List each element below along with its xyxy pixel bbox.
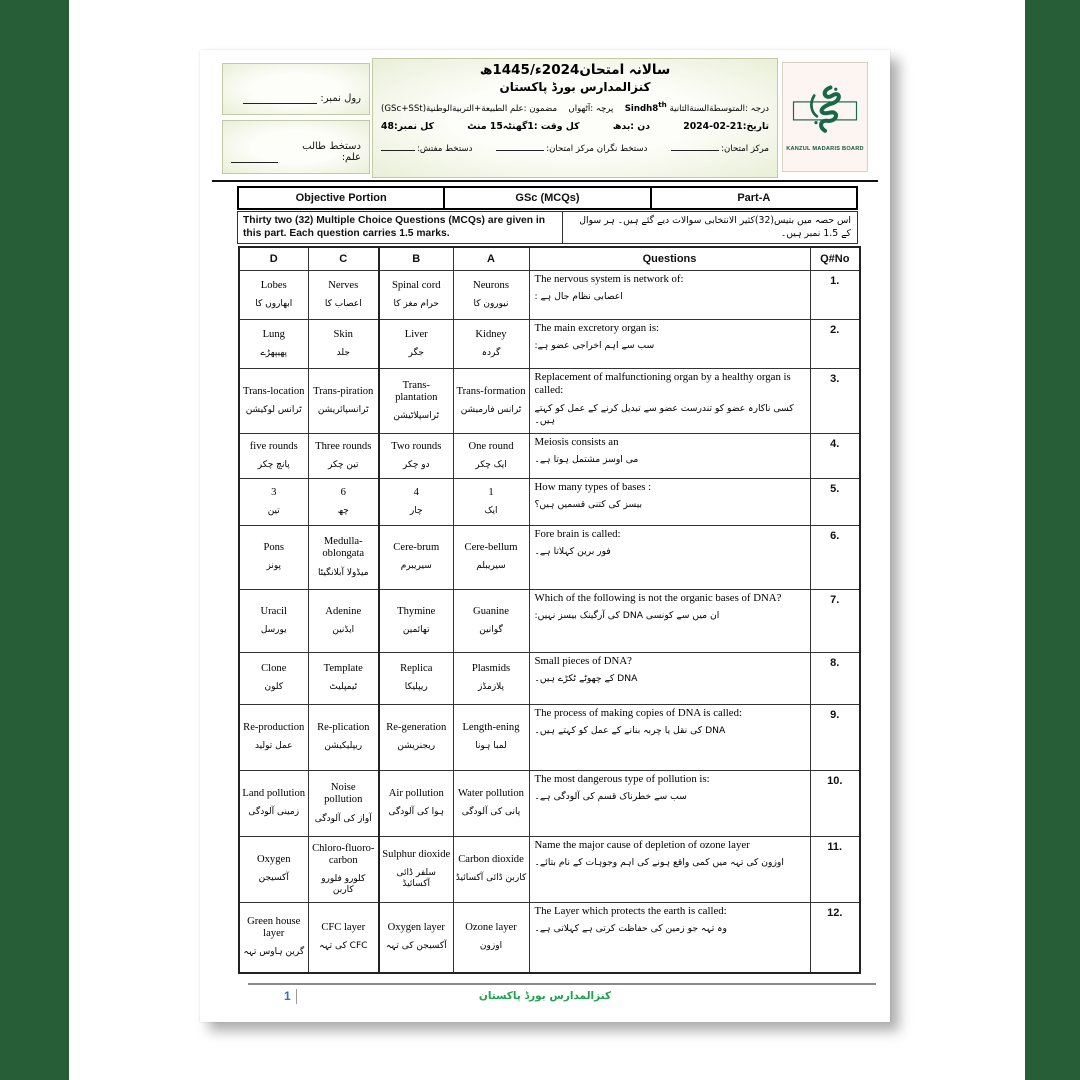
question-cell	[529, 771, 810, 837]
question-urdu: فور برین کہلاتا ہے۔	[534, 546, 611, 558]
option-urdu: لمبا ہونا	[475, 741, 507, 752]
option-b-cell	[379, 653, 453, 705]
option-urdu: چار	[409, 505, 423, 516]
question-number-cell: 6.	[810, 526, 860, 590]
option-english: Template	[323, 663, 363, 675]
option-c-cell	[308, 320, 379, 369]
question-english: Meiosis consists an	[534, 436, 619, 448]
total-marks-label: کل نمبر:48	[381, 121, 434, 133]
student-signature-blank	[231, 151, 278, 163]
section-subject: GSc (MCQs)	[443, 188, 649, 208]
option-d-cell	[239, 479, 308, 526]
option-urdu: ریجنریشن	[397, 741, 436, 752]
option-urdu: ٹرانس فارمیشن	[460, 404, 522, 415]
option-urdu: آکسیجن	[258, 873, 289, 884]
section-bar	[237, 186, 858, 210]
section-objective-portion: Objective Portion	[295, 192, 387, 204]
right-green-band	[1025, 0, 1080, 1080]
question-row	[239, 369, 860, 434]
exam-title: سالانہ امتحان2024ء/1445ھ	[479, 62, 671, 78]
option-d-cell	[239, 369, 308, 434]
question-number-cell: 9.	[810, 705, 860, 771]
option-c-cell	[308, 903, 379, 973]
column-header-a: A	[453, 247, 529, 271]
board-name: کنزالمدارس بورڈ پاکستان	[499, 79, 651, 94]
option-d-cell	[239, 590, 308, 653]
question-english: The process of making copies of DNA is called:	[534, 707, 742, 719]
option-english: Trans-plantation	[395, 379, 438, 403]
question-row	[239, 771, 860, 837]
student-signature-box	[222, 120, 370, 174]
option-english: Green house layer	[247, 915, 301, 940]
board-logo-caption: KANZUL MADARIS BOARD	[786, 145, 864, 152]
question-english: Name the major cause of depletion of ozone layer	[534, 839, 750, 851]
option-english: Lobes	[260, 279, 287, 291]
option-c-cell	[308, 590, 379, 653]
question-row	[239, 479, 860, 526]
option-urdu: میڈولا آبلانگیٹا	[317, 567, 369, 578]
option-urdu: پلازمڈز	[477, 682, 505, 693]
option-english: Re-plication	[317, 722, 370, 734]
option-urdu: تین چکر	[328, 459, 359, 470]
paper-label: پرچہ :آٹھواں	[568, 104, 614, 115]
option-c-cell	[308, 837, 379, 903]
column-header-c: C	[308, 247, 379, 271]
option-urdu: CFC کی تہہ	[319, 941, 368, 952]
option-d-cell	[239, 320, 308, 369]
kanzul-madaris-logo-icon	[789, 83, 861, 142]
option-english: Noise pollution	[324, 782, 363, 806]
option-urdu: نیورون کا	[473, 298, 509, 309]
option-c-cell	[308, 771, 379, 837]
option-urdu: پانچ چکر	[257, 459, 290, 470]
option-d-cell	[239, 837, 308, 903]
option-urdu: تھائمین	[402, 624, 430, 635]
roll-number-box	[222, 63, 370, 115]
option-a-cell	[453, 771, 529, 837]
option-urdu: پونز	[266, 561, 282, 572]
option-d-cell	[239, 653, 308, 705]
question-english: Fore brain is called:	[534, 528, 621, 540]
option-english: Three rounds	[315, 440, 372, 452]
option-english: Skin	[333, 328, 353, 340]
option-d-cell	[239, 271, 308, 320]
option-english: 4	[413, 486, 419, 498]
option-urdu: اعصاب کا	[324, 298, 362, 309]
question-english: The most dangerous type of pollution is:	[534, 773, 710, 785]
option-b-cell	[379, 479, 453, 526]
option-c-cell	[308, 526, 379, 590]
student-signature-label: دستخط طالب علم:	[302, 141, 361, 163]
question-number-cell: 10.	[810, 771, 860, 837]
option-english: Trans-formation	[456, 385, 526, 397]
question-cell	[529, 271, 810, 320]
class-line	[381, 101, 769, 115]
option-b-cell	[379, 320, 453, 369]
question-row	[239, 320, 860, 369]
option-b-cell	[379, 271, 453, 320]
instructions-urdu: اس حصہ میں بتیس(32)کثیر الانتخابی سوالات دیے گئے ہیں۔ ہر سوال کے 1.5 نمبر ہیں۔	[579, 214, 851, 239]
option-a-cell	[453, 903, 529, 973]
question-english: The Layer which protects the earth is called:	[534, 905, 727, 917]
option-english: Trans-location	[243, 385, 305, 397]
option-urdu: ریپلیکا	[404, 682, 428, 693]
option-english: Pons	[263, 542, 285, 554]
question-row	[239, 271, 860, 320]
option-urdu: ٹرانس لوکیشن	[245, 404, 302, 415]
option-urdu: پھیپھڑے	[260, 347, 287, 358]
column-header-b: B	[379, 247, 453, 271]
option-english: Medulla-oblongata	[322, 536, 365, 560]
option-english: Liver	[404, 328, 428, 340]
option-urdu: کلون	[264, 682, 284, 693]
instructions-row	[237, 211, 858, 244]
option-english: Length-ening	[462, 722, 520, 734]
option-english: Plasmids	[471, 663, 511, 675]
question-cell	[529, 590, 810, 653]
option-d-cell	[239, 903, 308, 973]
section-part-a: Part-A	[650, 188, 856, 208]
question-urdu: اعصابی نظام جال ہے :	[534, 291, 623, 303]
option-english: Oxygen	[256, 854, 291, 866]
question-number-cell: 8.	[810, 653, 860, 705]
board-logo	[782, 62, 868, 172]
option-urdu: ٹراسپلاٹیشن	[393, 411, 440, 422]
option-a-cell	[453, 434, 529, 479]
option-english: five rounds	[249, 440, 298, 452]
question-urdu: سب سے اہم اخراجی عضو ہے:	[534, 340, 655, 352]
option-c-cell	[308, 434, 379, 479]
option-b-cell	[379, 771, 453, 837]
option-d-cell	[239, 705, 308, 771]
option-english: Water pollution	[458, 788, 524, 800]
exam-paper-page	[200, 50, 890, 1022]
option-urdu: ایڈنین	[332, 624, 355, 635]
question-number-cell: 11.	[810, 837, 860, 903]
date-label: تاریخ:21-02-2024	[683, 121, 769, 133]
option-c-cell	[308, 369, 379, 434]
question-row	[239, 434, 860, 479]
question-number-cell: 7.	[810, 590, 860, 653]
header-divider-rule	[212, 180, 878, 182]
mcq-table-body	[239, 271, 860, 973]
option-english: Re-production	[243, 722, 305, 734]
option-b-cell	[379, 434, 453, 479]
question-english: The main excretory organ is:	[534, 322, 660, 334]
option-english: Carbon dioxide	[458, 854, 524, 866]
question-english: Replacement of malfunctioning organ by a healthy organ is called:	[534, 371, 791, 397]
option-urdu: ٹیمپلیٹ	[329, 682, 358, 693]
subject-label: مضمون :علم الطبیعة+التربیةالوطنية(GSc+SSt)	[381, 104, 558, 115]
question-number-cell: 12.	[810, 903, 860, 973]
option-urdu: سیریبرم	[400, 561, 432, 572]
option-english: Uracil	[260, 605, 287, 617]
footer-page-number: 1	[284, 989, 297, 1004]
option-urdu: ریپلیکیشن	[324, 741, 363, 752]
option-english: Two rounds	[391, 440, 442, 452]
left-green-band	[0, 0, 69, 1080]
option-english: Cere-bellum	[464, 542, 518, 554]
question-urdu: اوزون کی تہہ میں کمی واقع ہونے کی اہم وجوہات کے نام بتائے۔	[534, 857, 784, 869]
question-urdu: می اوسز مشتمل ہوتا ہے۔	[534, 454, 639, 466]
option-english: CFC layer	[321, 922, 366, 934]
option-english: Ozone layer	[465, 922, 517, 934]
option-english: Re-generation	[386, 722, 447, 734]
question-urdu: DNA کے چھوٹے ٹکڑے ہیں۔	[534, 673, 638, 685]
footer-board-name: کنزالمدارس بورڈ پاکستان	[478, 990, 612, 1002]
option-c-cell	[308, 705, 379, 771]
footer-rule	[248, 983, 876, 985]
option-english: 1	[488, 486, 494, 498]
supervisor-signature-label: دستخط نگران مرکز امتحان:	[496, 139, 647, 155]
question-urdu: DNA کی نقل یا چربہ بنانے کے عمل کو کہتے ہیں۔	[534, 725, 726, 737]
column-header-d: D	[239, 247, 308, 271]
question-row	[239, 590, 860, 653]
option-urdu: یورسل	[260, 624, 287, 635]
question-number-cell: 2.	[810, 320, 860, 369]
option-urdu: گرین ہاوس تہہ	[243, 947, 305, 958]
option-b-cell	[379, 590, 453, 653]
question-cell	[529, 837, 810, 903]
signatures-line	[381, 139, 769, 155]
option-english: 3	[271, 486, 277, 498]
question-row	[239, 903, 860, 973]
question-urdu: کسی ناکارہ عضو کو تندرست عضو سے تبدیل کرنے کے عمل کو کہتے ہیں۔	[534, 402, 794, 427]
option-english: Thymine	[397, 605, 436, 617]
option-urdu: ایک	[484, 505, 498, 516]
option-c-cell	[308, 479, 379, 526]
option-urdu: گردہ	[481, 347, 501, 358]
option-urdu: پانی کی آلودگی	[461, 807, 521, 818]
option-urdu: چھ	[337, 505, 349, 516]
question-cell	[529, 434, 810, 479]
question-cell	[529, 903, 810, 973]
option-english: Spinal cord	[391, 279, 441, 291]
option-english: Clone	[261, 663, 287, 675]
exam-center-label: مرکز امتحان:	[671, 139, 769, 155]
option-urdu: تین	[267, 505, 280, 516]
option-c-cell	[308, 271, 379, 320]
option-b-cell	[379, 369, 453, 434]
roll-number-blank	[243, 92, 317, 104]
option-d-cell	[239, 434, 308, 479]
question-cell	[529, 705, 810, 771]
option-a-cell	[453, 590, 529, 653]
option-urdu: ٹرانسپائریشن	[317, 404, 369, 415]
option-english: 6	[340, 486, 346, 498]
option-a-cell	[453, 705, 529, 771]
column-header-qno: Q#No	[810, 247, 860, 271]
option-english: Adenine	[325, 605, 362, 617]
question-row	[239, 526, 860, 590]
option-english: Nerves	[328, 279, 359, 291]
option-urdu: ہوا کی آلودگی	[388, 807, 445, 818]
option-a-cell	[453, 271, 529, 320]
exam-header-box	[372, 58, 778, 178]
option-english: Replica	[400, 663, 433, 675]
option-english: Neurons	[473, 279, 509, 291]
date-line	[381, 121, 769, 133]
option-a-cell	[453, 837, 529, 903]
question-cell	[529, 653, 810, 705]
option-b-cell	[379, 837, 453, 903]
option-urdu: کاربن ڈائی آکسائیڈ	[455, 873, 527, 884]
option-a-cell	[453, 369, 529, 434]
question-urdu: سب سے خطرناک قسم کی آلودگی ہے۔	[534, 791, 687, 803]
option-urdu: دو چکر	[402, 459, 430, 470]
column-header-questions: Questions	[529, 247, 810, 271]
option-d-cell	[239, 526, 308, 590]
question-urdu: ان میں سے کونسی DNA کی آرگینک بیسز نہیں:	[534, 610, 720, 622]
option-english: Cere-brum	[393, 542, 440, 554]
option-english: One round	[468, 440, 514, 452]
option-b-cell	[379, 903, 453, 973]
option-urdu: ایک چکر	[475, 459, 507, 470]
option-urdu: عمل تولید	[254, 741, 293, 752]
day-label: دن :بدھ	[612, 121, 650, 133]
option-urdu: کلورو فلورو کاربن	[321, 873, 366, 896]
question-number-cell: 3.	[810, 369, 860, 434]
option-english: Air pollution	[388, 788, 444, 800]
option-english: Oxygen layer	[387, 922, 445, 934]
option-a-cell	[453, 653, 529, 705]
question-cell	[529, 369, 810, 434]
instructions-english: Thirty two (32) Multiple Choice Questions (MCQs) are given in this part. Each question carries 1.5 marks.	[238, 212, 563, 243]
option-english: Guanine	[473, 605, 509, 617]
option-urdu: جلد	[336, 347, 350, 358]
question-english: The nervous system is network of:	[534, 273, 684, 285]
option-a-cell	[453, 479, 529, 526]
question-cell	[529, 479, 810, 526]
question-english: Which of the following is not the organic bases of DNA?	[534, 592, 782, 604]
question-urdu: بیسز کی کتنی قسمیں ہیں؟	[534, 499, 643, 511]
option-english: Trans-piration	[313, 385, 374, 397]
option-a-cell	[453, 526, 529, 590]
question-number-cell: 4.	[810, 434, 860, 479]
roll-number-label: رول نمبر:	[320, 93, 361, 104]
question-row	[239, 653, 860, 705]
option-urdu: اوزون	[479, 941, 503, 952]
mcq-table-header-row	[239, 247, 860, 271]
option-b-cell	[379, 526, 453, 590]
question-row	[239, 705, 860, 771]
option-a-cell	[453, 320, 529, 369]
option-c-cell	[308, 653, 379, 705]
option-english: Kidney	[475, 328, 507, 340]
option-urdu: ابھاروں کا	[255, 298, 293, 309]
question-cell	[529, 320, 810, 369]
mcq-table	[238, 246, 861, 974]
question-english: How many types of bases :	[534, 481, 652, 493]
question-number-cell: 1.	[810, 271, 860, 320]
option-english: Lung	[262, 328, 285, 340]
option-english: Land pollution	[242, 788, 306, 800]
option-urdu: حرام مغز کا	[393, 298, 439, 309]
question-urdu: وہ تہہ جو زمین کی حفاظت کرتی ہے کہلاتی ہے۔	[534, 923, 727, 935]
option-urdu: سلفر ڈائی آکسائیڈ	[396, 867, 436, 890]
question-row	[239, 837, 860, 903]
option-d-cell	[239, 771, 308, 837]
question-number-cell: 5.	[810, 479, 860, 526]
option-urdu: سیریبلم	[476, 561, 506, 572]
option-english: Sulphur dioxide	[382, 848, 451, 860]
option-urdu: آواز کی آلودگی	[314, 813, 372, 824]
grade-label: درجہ :المتوسطةالسنةالثانية Sindh8th	[624, 100, 769, 115]
option-b-cell	[379, 705, 453, 771]
option-urdu: جگر	[408, 347, 424, 358]
option-urdu: گوانین	[479, 624, 503, 635]
question-cell	[529, 526, 810, 590]
option-urdu: زمینی آلودگی	[248, 807, 300, 818]
option-english: Chloro-fluoro-carbon	[312, 842, 375, 866]
time-label: کل وقت :1گھنٹہ15 منٹ	[467, 121, 580, 133]
option-urdu: آکسیجن کی تہہ	[385, 941, 447, 952]
inspector-signature-label: دستخط مفتش:	[381, 139, 472, 155]
question-english: Small pieces of DNA?	[534, 655, 632, 667]
